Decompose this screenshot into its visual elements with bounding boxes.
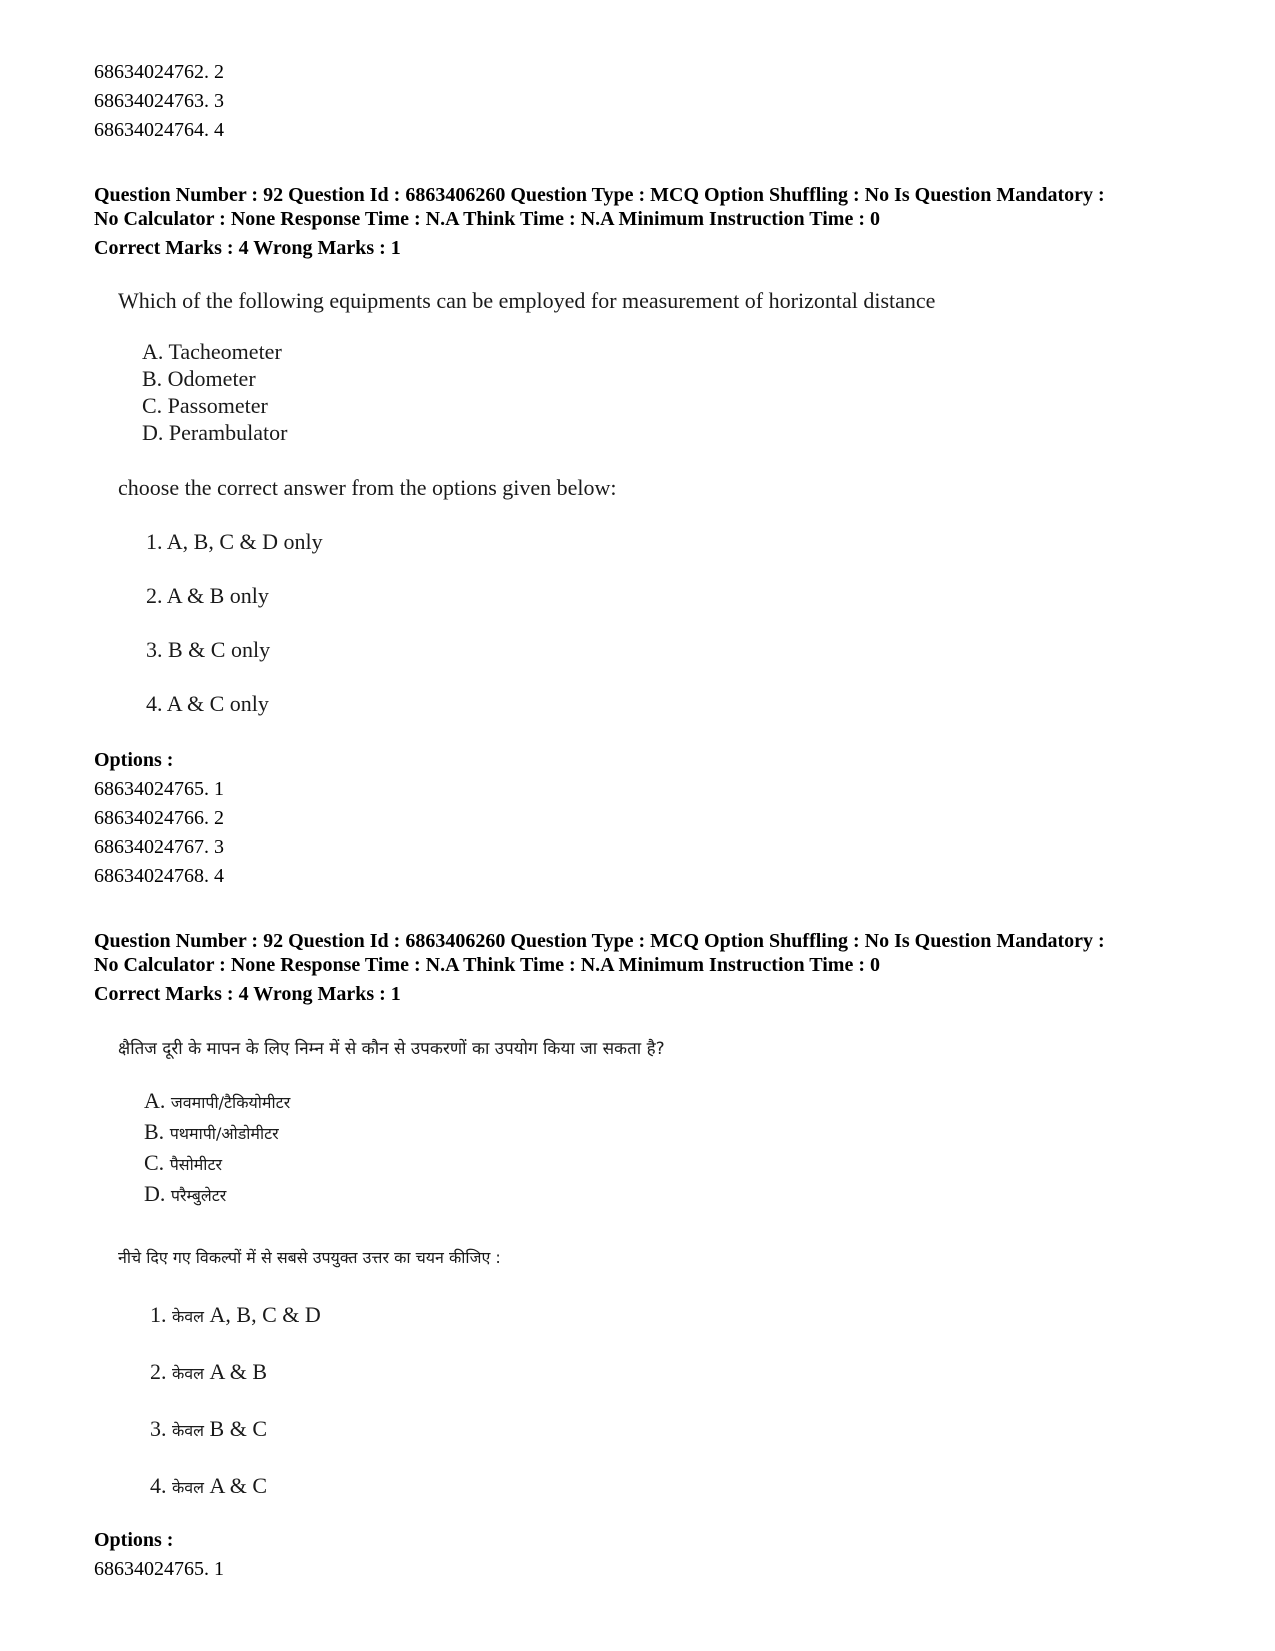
item-text: जवमापी/टैकियोमीटर xyxy=(170,1093,291,1112)
item-letter: B. xyxy=(144,1119,165,1144)
top-option-line: 68634024762. 2 xyxy=(94,61,224,83)
options-label: Options : xyxy=(94,749,174,771)
option-id-line: 68634024766. 2 xyxy=(94,807,224,829)
question-text: Which of the following equipments can be employed for measurement of horizontal distance xyxy=(118,288,936,313)
item-text: पथमापी/ओडोमीटर xyxy=(169,1124,279,1143)
choice-rest: A & B xyxy=(209,1359,268,1384)
question-meta-line: No Calculator : None Response Time : N.A Think Time : N.A Minimum Instruction Time : 0 xyxy=(94,954,880,976)
choice-rest: A, B, C & D xyxy=(209,1302,321,1327)
answer-choice-hindi xyxy=(150,1302,321,1330)
choice-num: 1. xyxy=(150,1302,167,1327)
question-instruction-hindi: नीचे दिए गए विकल्पों में से सबसे उपयुक्त उत्तर का चयन कीजिए : xyxy=(118,1248,501,1267)
question-item: B. Odometer xyxy=(142,366,256,391)
item-letter: C. xyxy=(144,1150,165,1175)
question-instruction: choose the correct answer from the options given below: xyxy=(118,475,617,500)
option-id-line: 68634024765. 1 xyxy=(94,778,224,800)
question-text-hindi: क्षैतिज दूरी के मापन के लिए निम्न में से कौन से उपकरणों का उपयोग किया जा सकता है? xyxy=(118,1039,665,1059)
choice-num: 2. xyxy=(150,1359,167,1384)
answer-choice-hindi xyxy=(150,1473,267,1501)
question-item: A. Tacheometer xyxy=(142,339,282,364)
question-item-hindi xyxy=(144,1119,279,1147)
question-marks: Correct Marks : 4 Wrong Marks : 1 xyxy=(94,983,401,1005)
question-item: C. Passometer xyxy=(142,393,268,418)
answer-choice: 3. B & C only xyxy=(146,637,271,662)
option-id-line: 68634024768. 4 xyxy=(94,865,224,887)
top-option-line: 68634024763. 3 xyxy=(94,90,224,112)
choice-word: केवल xyxy=(172,1478,205,1497)
question-item-hindi xyxy=(144,1088,290,1116)
question-meta-line: Question Number : 92 Question Id : 6863406260 Question Type : MCQ Option Shuffling : No Is Question Mandatory : xyxy=(94,930,1105,952)
question-item: D. Perambulator xyxy=(142,420,288,445)
choice-num: 3. xyxy=(150,1416,167,1441)
choice-rest: B & C xyxy=(209,1416,268,1441)
choice-num: 4. xyxy=(150,1473,167,1498)
question-meta-line: No Calculator : None Response Time : N.A Think Time : N.A Minimum Instruction Time : 0 xyxy=(94,208,880,230)
question-item-hindi xyxy=(144,1150,222,1178)
choice-word: केवल xyxy=(172,1421,205,1440)
choice-word: केवल xyxy=(172,1364,205,1383)
answer-choice-hindi xyxy=(150,1359,267,1387)
answer-choice: 1. A, B, C & D only xyxy=(146,529,323,554)
answer-choice: 2. A & B only xyxy=(146,583,269,608)
options-label: Options : xyxy=(94,1529,174,1551)
choice-rest: A & C xyxy=(209,1473,268,1498)
question-meta-line: Question Number : 92 Question Id : 6863406260 Question Type : MCQ Option Shuffling : No Is Question Mandatory : xyxy=(94,184,1105,206)
answer-choice-hindi xyxy=(150,1416,267,1444)
option-id-line: 68634024765. 1 xyxy=(94,1558,224,1580)
item-text: पैसोमीटर xyxy=(169,1155,223,1174)
question-item-hindi xyxy=(144,1181,226,1209)
item-letter: A. xyxy=(144,1088,166,1113)
answer-choice: 4. A & C only xyxy=(146,691,269,716)
item-letter: D. xyxy=(144,1181,166,1206)
top-option-line: 68634024764. 4 xyxy=(94,119,224,141)
question-marks: Correct Marks : 4 Wrong Marks : 1 xyxy=(94,237,401,259)
choice-word: केवल xyxy=(172,1307,205,1326)
option-id-line: 68634024767. 3 xyxy=(94,836,224,858)
item-text: परैम्बुलेटर xyxy=(170,1186,227,1205)
